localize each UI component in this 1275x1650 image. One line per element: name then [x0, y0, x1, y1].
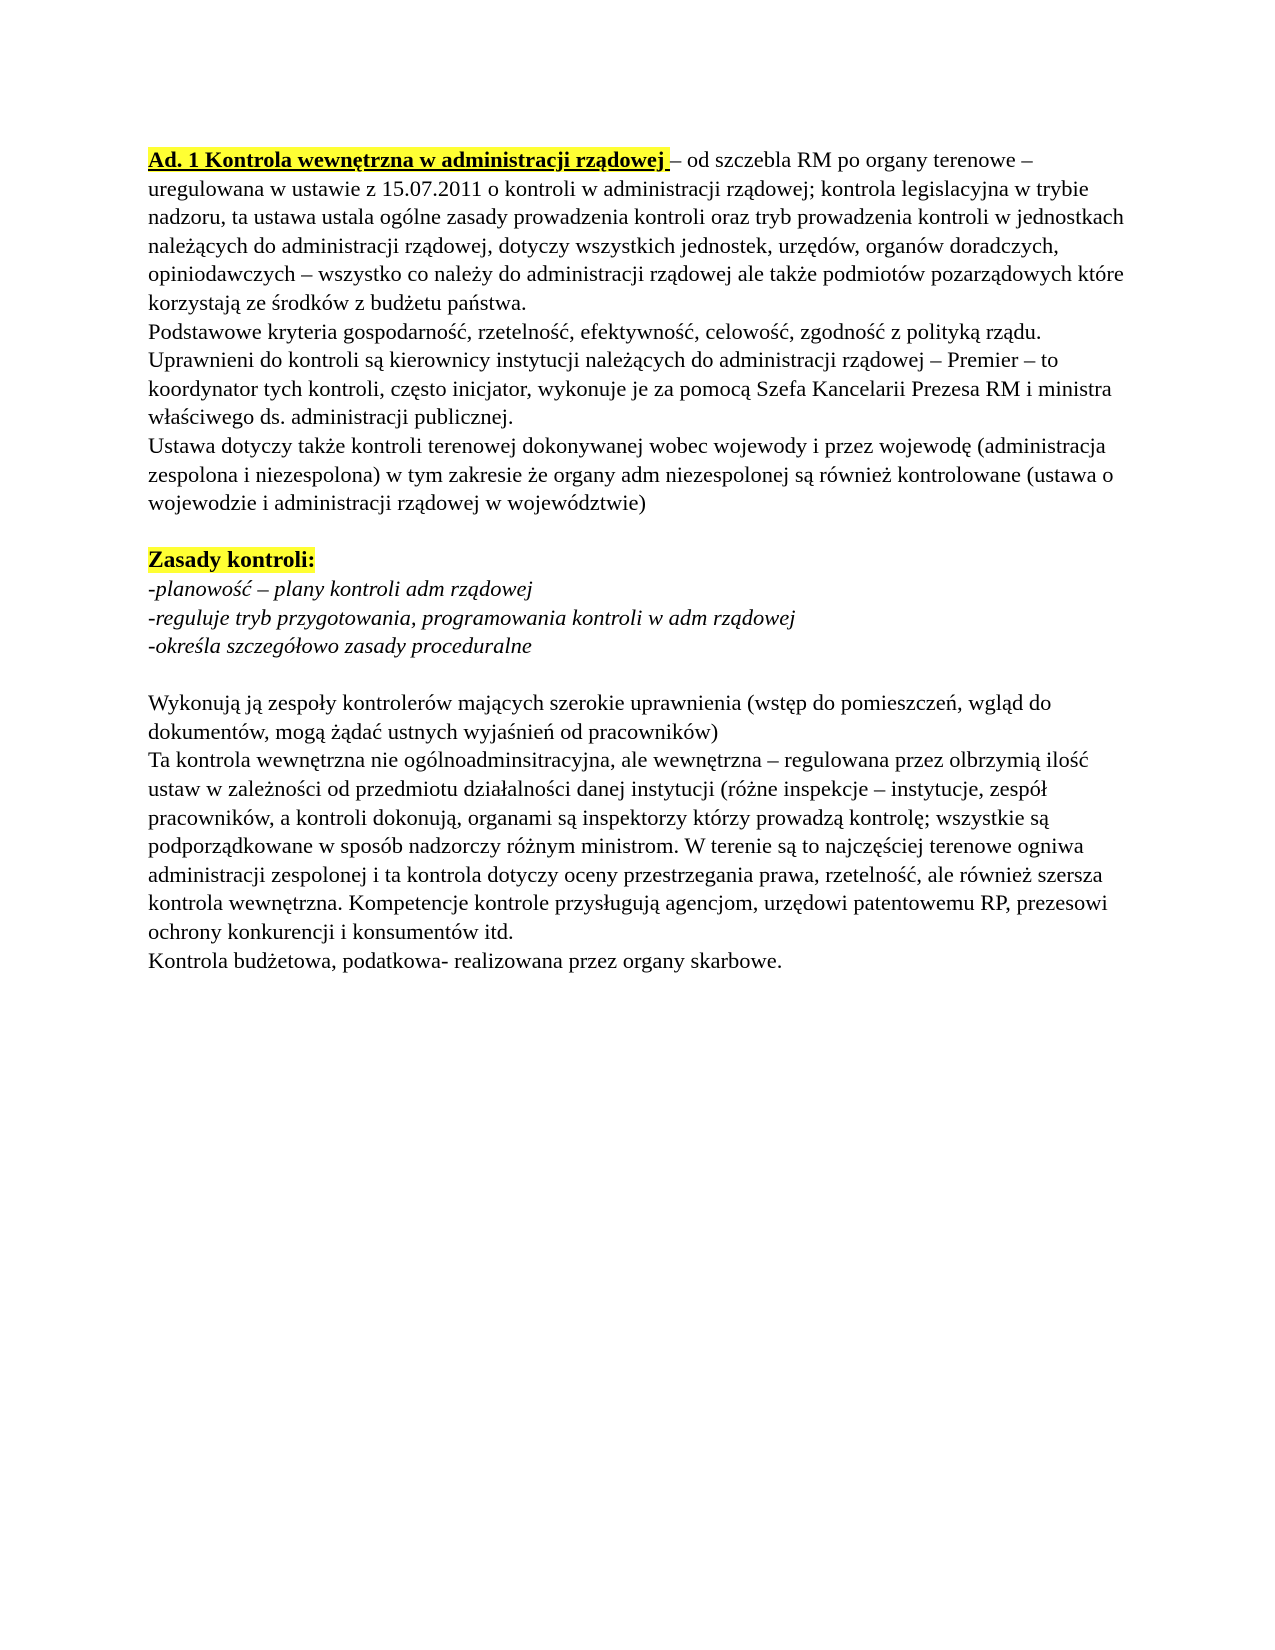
- criteria-paragraph: Podstawowe kryteria gospodarność, rzetelność, efektywność, celowość, zgodność z polityką rządu.: [148, 318, 1042, 344]
- budget-paragraph: Kontrola budżetowa, podatkowa- realizowana przez organy skarbowe.: [148, 947, 783, 973]
- heading-rest-text: – od szczebla RM po organy terenowe – uregulowana w ustawie z 15.07.2011 o kontroli w administracji rządowej; kontrola legislacyjna w trybie nadzoru, ta ustawa ustala ogólne zasady prowadzenia kontroli oraz tryb prowadzenia kontroli w jednostkach należących do administracji rządowej, dotyczy wszystkich jednostek, urzędów, organów doradczych, opiniodawczych – wszystko co należy do administracji rządowej ale także podmiotów pozarządowych które korzystają ze środków z budżetu państwa.: [148, 147, 1124, 315]
- authorized-paragraph: Uprawnieni do kontroli są kierownicy instytucji należących do administracji rządowej – Premier – to koordynator tych kontroli, często inicjator, wykonuje je za pomocą Szefa Kancelarii Prezesa RM i ministra właściwego ds. administracji publicznej.: [148, 347, 1112, 430]
- section-heading-line: [148, 546, 1138, 575]
- principle-item: -planowość – plany kontroli adm rządowej: [148, 575, 533, 601]
- internal-control-paragraph: Ta kontrola wewnętrzna nie ogólnoadminsitracyjna, ale wewnętrzna – regulowana przez olbrzymią ilość ustaw w zależności od przedmiotu działalności danej instytucji (różne inspekcje – instytucje, zespół pracowników, a kontroli dokonują, organami są inspektorzy którzy prowadzą kontrolę; wszystkie są podporządkowane w sposób nadzorczy różnym ministrom. W terenie są to najczęściej terenowe ogniwa administracji zespolonej i ta kontrola dotyczy oceny przestrzegania prawa, rzetelność, ale również szersza kontrola wewnętrzna. Kompetencje kontrole przysługują agencjom, urzędowi patentowemu RP, prezesowi ochrony konkurencji i konsumentów itd.: [148, 747, 1108, 945]
- principle-item: -określa szczegółowo zasady proceduralne: [148, 633, 532, 659]
- intro-paragraph: [148, 146, 1138, 318]
- document-body: [148, 146, 1138, 975]
- heading-title: Ad. 1 Kontrola wewnętrzna w administracji rządowej: [148, 147, 671, 172]
- statute-paragraph: Ustawa dotyczy także kontroli terenowej dokonywanej wobec wojewody i przez wojewodę (administracja zespolona i niezespolona) w tym zakresie że organy adm niezespolonej są również kontrolowane (ustawa o wojewodzie i administracji rządowej w województwie): [148, 432, 1114, 516]
- principle-item: -reguluje tryb przygotowania, programowania kontroli w adm rządowej: [148, 604, 796, 630]
- section-heading: Zasady kontroli:: [148, 547, 316, 574]
- spacer: [148, 518, 1138, 547]
- spacer: [148, 661, 1138, 690]
- teams-paragraph: Wykonują ją zespoły kontrolerów mających szerokie uprawnienia (wstęp do pomieszczeń, wgląd do dokumentów, mogą żądać ustnych wyjaśnień od pracowników): [148, 690, 1052, 744]
